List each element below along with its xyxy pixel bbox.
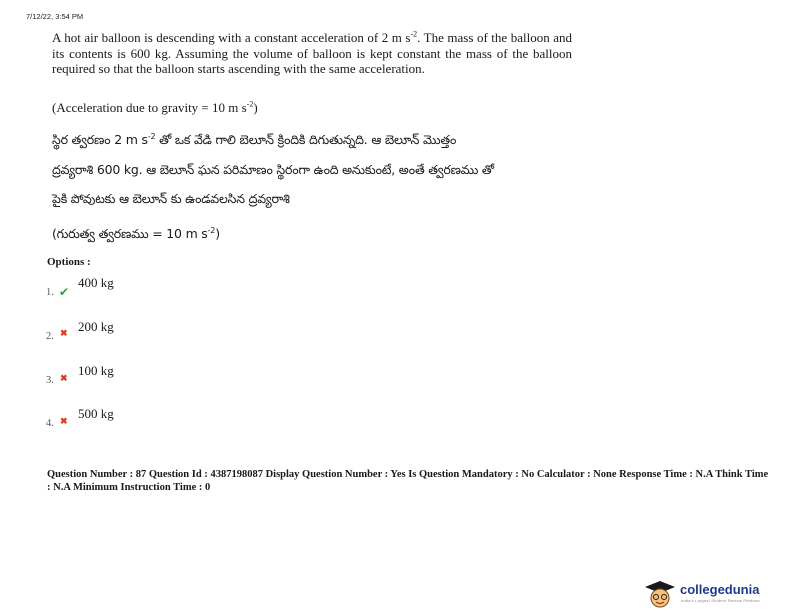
- question-telugu-line-2: ద్రవ్యరాశి 600 kg. ఆ బెలూన్ ఘన పరిమాణం స్థిరంగా ఉంది అనుకుంటే, అంతే త్వరణము తో: [52, 162, 494, 177]
- question-english: A hot air balloon is descending with a constant acceleration of 2 m $s^{-2}$. The mass of the balloon and its contents is 600 kg. Assuming the volume of balloon is kept constant the mass of the balloon required so that the balloon starts ascending with the same acceleration.: [52, 29, 572, 76]
- options-heading: Options :: [47, 256, 91, 268]
- brand-logo: collegedunia: [680, 582, 760, 597]
- question-telugu-line-3: పైకి పోవుటకు ఆ బెలూన్ కు ఉండవలసిన ద్రవ్యరాశి: [52, 191, 290, 206]
- option-value[interactable]: 200 kg: [78, 319, 114, 334]
- question-telugu-gravity-note: (గురుత్వ త్వరణము = 10 m $s^{-2}$): [52, 225, 220, 241]
- cross-icon: ✖: [60, 373, 68, 383]
- question-telugu-line-1: స్థిర త్వరణం 2 m $s^{-2}$ తో ఒక వేడి గాలి బెలూన్ క్రిందికి దిగుతున్నది. ఆ బెలూన్ మొత్తం: [52, 131, 457, 147]
- graduate-mascot-icon: [643, 579, 677, 609]
- question-metadata: Question Number : 87 Question Id : 4387198087 Display Question Number : Yes Is Question Mandatory : No Calculator : None Response Time : N.A Think Time : N.A Minimum Instruction Time : 0: [47, 469, 769, 493]
- option-value[interactable]: 400 kg: [78, 275, 114, 290]
- option-number: 3.: [46, 375, 54, 386]
- brand-tagline: India's Largest Student Review Platform: [681, 598, 760, 603]
- option-number: 2.: [46, 331, 54, 342]
- option-value[interactable]: 100 kg: [78, 363, 114, 378]
- option-value[interactable]: 500 kg: [78, 406, 114, 421]
- option-number: 4.: [46, 418, 54, 429]
- cross-icon: ✖: [60, 328, 68, 338]
- cross-icon: ✖: [60, 416, 68, 426]
- timestamp: 7/12/22, 3:54 PM: [26, 12, 84, 21]
- option-number: 1.: [46, 287, 54, 298]
- check-icon: ✔: [59, 285, 70, 299]
- question-gravity-note: (Acceleration due to gravity = 10 m $s^{-2}$): [52, 99, 258, 115]
